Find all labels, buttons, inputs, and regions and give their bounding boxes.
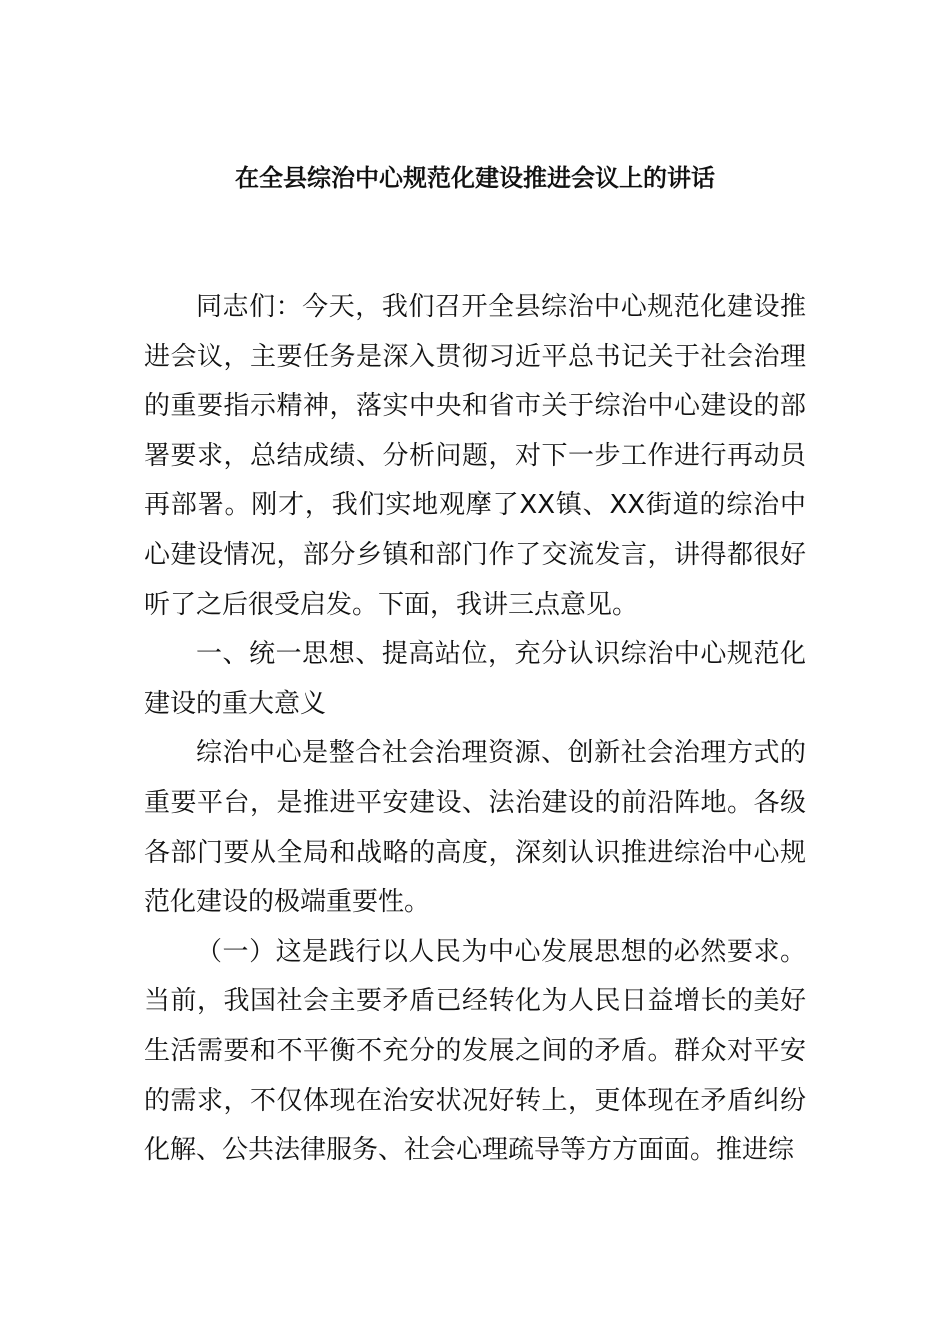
paragraph-section-1-intro: 综治中心是整合社会治理资源、创新社会治理方式的重要平台，是推进平安建设、法治建设的前沿阵地。各级各部门要从全局和战略的高度，深刻认识推进综治中心规范化建设的极端重要性。 [144, 738, 806, 918]
paragraph-subpoint-1: （一）这是践行以人民为中心发展思想的必然要求。当前，我国社会主要矛盾已经转化为人民日益增长的美好生活需要和不平衡不充分的发展之间的矛盾。群众对平安的需求，不仅体现在治安状况好转上，更体现在矛盾纠纷化解、公共法律服务、社会心理疏导等方方面面。推进综 [144, 936, 806, 1166]
section-heading-1: 一、统一思想、提高站位，充分认识综治中心规范化建设的重大意义 [144, 639, 806, 719]
document-body [144, 283, 806, 1176]
document-title: 在全县综治中心规范化建设推进会议上的讲话 [235, 164, 715, 192]
paragraph-opening: 同志们：今天，我们召开全县综治中心规范化建设推进会议，主要任务是深入贯彻习近平总书记关于社会治理的重要指示精神，落实中央和省市关于综治中心建设的部署要求，总结成绩、分析问题，对下一步工作进行再动员再部署。刚才，我们实地观摩了XX镇、XX街道的综治中心建设情况，部分乡镇和部门作了交流发言，讲得都很好听了之后很受启发。下面，我讲三点意见。 [144, 292, 806, 620]
